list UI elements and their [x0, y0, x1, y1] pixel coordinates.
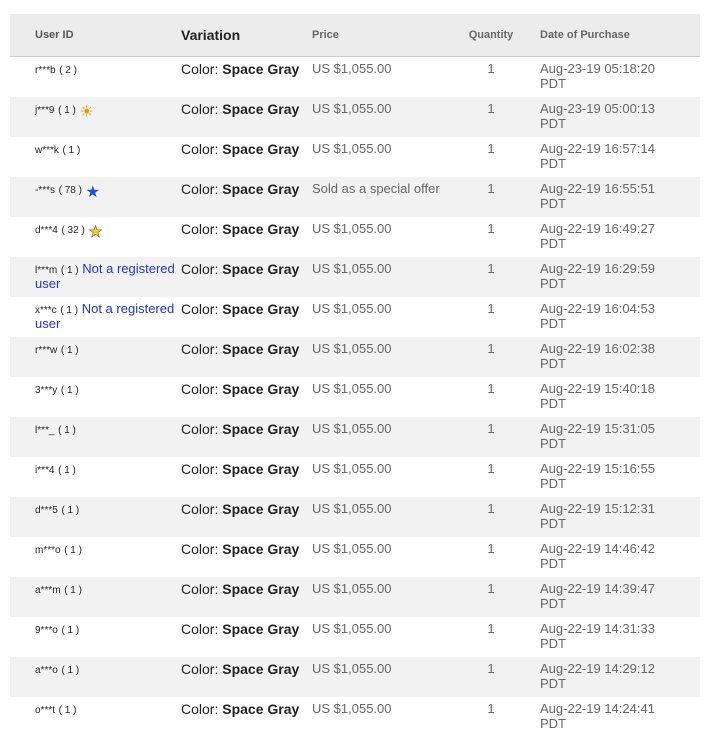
feedback-score[interactable]: ( 1 ): [60, 304, 79, 316]
price: US $1,055.00: [312, 700, 392, 716]
quantity: 1: [487, 620, 495, 636]
timezone: PDT: [540, 515, 566, 531]
purchase-date: Aug-22-19 14:31:33: [540, 620, 655, 636]
variation-label: Color:: [181, 540, 219, 557]
feedback-score[interactable]: ( 1 ): [60, 344, 79, 356]
not-registered-note: Not a registered user: [35, 260, 175, 291]
feedback-score[interactable]: ( 1 ): [60, 264, 79, 276]
timezone: PDT: [540, 315, 566, 331]
timezone: PDT: [540, 675, 566, 691]
table-row: [10, 57, 700, 97]
quantity: 1: [442, 657, 540, 697]
variation-label: Color:: [181, 380, 219, 397]
variation-label: Color:: [181, 340, 219, 357]
variation-value: Space Gray: [222, 660, 300, 677]
variation-value: Space Gray: [222, 460, 300, 477]
header-variation[interactable]: Variation: [181, 14, 312, 57]
timezone: PDT: [540, 275, 566, 291]
price: US $1,055.00: [312, 380, 392, 396]
timezone: PDT: [540, 475, 566, 491]
user-id[interactable]: j***9: [35, 104, 55, 116]
variation-value: Space Gray: [222, 540, 300, 557]
user-id[interactable]: 3***y: [35, 384, 58, 396]
variation-value: Space Gray: [222, 300, 300, 317]
variation-value: Space Gray: [222, 580, 300, 597]
feedback-score[interactable]: ( 1 ): [61, 664, 80, 676]
feedback-score[interactable]: ( 1 ): [58, 704, 77, 716]
user-id[interactable]: l***_: [35, 424, 55, 436]
table-row: [10, 297, 700, 337]
user-id[interactable]: a***o: [35, 664, 58, 676]
purchase-date: Aug-23-19 05:00:13: [540, 100, 655, 116]
variation-label: Color:: [181, 140, 219, 157]
price: US $1,055.00: [312, 337, 442, 377]
variation-value: Space Gray: [222, 500, 300, 517]
table-row: [10, 457, 700, 497]
price: US $1,055.00: [312, 577, 442, 617]
feedback-score[interactable]: ( 1 ): [58, 424, 76, 436]
quantity: 1: [442, 97, 540, 137]
user-id[interactable]: r***w: [35, 344, 58, 356]
quantity: 1: [442, 497, 540, 537]
price: US $1,055.00: [312, 300, 392, 316]
variation-label: Color:: [181, 620, 219, 637]
timezone: PDT: [540, 235, 566, 251]
purchase-date: Aug-23-19 05:18:20: [540, 61, 655, 76]
table-row: [10, 577, 700, 617]
variation-label: Color:: [181, 580, 219, 597]
user-id[interactable]: m***o: [35, 544, 61, 556]
timezone: PDT: [540, 195, 566, 211]
variation-value: Space Gray: [222, 220, 300, 237]
purchase-date: Aug-22-19 14:39:47: [540, 580, 655, 596]
purchase-history-table: [10, 14, 700, 737]
feedback-score[interactable]: ( 1 ): [64, 544, 82, 556]
user-id[interactable]: d***5: [35, 504, 58, 516]
yellow-star-icon: ★: [88, 223, 103, 241]
table-row: [10, 337, 700, 377]
purchase-date: Aug-22-19 16:57:14: [540, 140, 655, 156]
purchase-date: Aug-22-19 14:46:42: [540, 540, 655, 556]
variation-value: Space Gray: [222, 140, 300, 157]
price: US $1,055.00: [312, 257, 442, 297]
price: US $1,055.00: [312, 657, 442, 697]
user-id[interactable]: 9***o: [35, 624, 58, 636]
price: US $1,055.00: [312, 97, 442, 137]
quantity: 1: [442, 577, 540, 617]
header-quantity[interactable]: Quantity: [442, 14, 540, 57]
variation-label: Color:: [181, 260, 219, 277]
quantity: 1: [442, 257, 540, 297]
timezone: PDT: [540, 715, 566, 731]
timezone: PDT: [540, 595, 566, 611]
variation-value: Space Gray: [222, 380, 300, 397]
variation-label: Color:: [181, 180, 219, 197]
quantity: 1: [442, 417, 540, 457]
user-id[interactable]: o***t: [35, 704, 56, 716]
quantity: 1: [442, 337, 540, 377]
timezone: PDT: [540, 635, 566, 651]
user-id[interactable]: l***m: [35, 264, 58, 276]
timezone: PDT: [540, 76, 566, 91]
header-user-id[interactable]: User ID: [10, 14, 181, 57]
purchase-date: Aug-22-19 16:02:38: [540, 340, 655, 356]
purchase-date: Aug-22-19 16:49:27: [540, 220, 655, 236]
timezone: PDT: [540, 355, 566, 371]
variation-value: Space Gray: [222, 100, 300, 117]
price: US $1,055.00: [312, 417, 442, 457]
purchase-date: Aug-22-19 14:24:41: [540, 700, 655, 716]
quantity: 1: [487, 540, 495, 556]
table-row: [10, 697, 700, 737]
variation-value: Space Gray: [222, 340, 300, 357]
timezone: PDT: [540, 555, 566, 571]
table-row: [10, 617, 700, 657]
variation-label: Color:: [181, 700, 219, 717]
feedback-score[interactable]: ( 1 ): [64, 584, 82, 596]
user-id[interactable]: a***m: [35, 584, 61, 596]
user-id[interactable]: w***k: [35, 144, 59, 156]
quantity: 1: [487, 460, 495, 476]
table-row: [10, 257, 700, 297]
price: US $1,055.00: [312, 497, 442, 537]
feedback-score[interactable]: ( 1 ): [60, 384, 79, 396]
feedback-score[interactable]: ( 1 ): [58, 464, 76, 476]
new-user-icon: ☀: [79, 103, 94, 121]
variation-label: Color:: [181, 300, 219, 317]
quantity: 1: [487, 140, 495, 156]
table-row: [10, 497, 700, 537]
variation-label: Color:: [181, 500, 219, 517]
price: US $1,055.00: [312, 61, 392, 76]
blue-star-icon: ★: [85, 183, 100, 201]
user-id[interactable]: r***b: [35, 65, 56, 76]
feedback-score[interactable]: ( 1 ): [58, 104, 76, 116]
timezone: PDT: [540, 115, 566, 131]
variation-label: Color:: [181, 460, 219, 477]
variation-value: Space Gray: [222, 260, 300, 277]
table-row: [10, 537, 700, 577]
quantity: 1: [487, 61, 495, 76]
feedback-score[interactable]: ( 1 ): [62, 144, 81, 156]
table-row: [10, 657, 700, 697]
quantity: 1: [487, 700, 495, 716]
price: US $1,055.00: [312, 220, 392, 236]
variation-value: Space Gray: [222, 620, 300, 637]
quantity: 1: [442, 177, 540, 217]
not-registered-note: Not a registered user: [35, 300, 175, 331]
purchase-date: Aug-22-19 14:29:12: [540, 660, 655, 676]
variation-label: Color:: [181, 660, 219, 677]
feedback-score[interactable]: ( 2 ): [59, 65, 77, 76]
price: US $1,055.00: [312, 460, 392, 476]
table-row: [10, 377, 700, 417]
price: US $1,055.00: [312, 620, 392, 636]
variation-label: Color:: [181, 100, 219, 117]
purchase-date: Aug-22-19 16:29:59: [540, 260, 655, 276]
purchase-date: Aug-22-19 15:16:55: [540, 460, 655, 476]
table-header: [10, 14, 700, 57]
price: US $1,055.00: [312, 540, 392, 556]
feedback-score[interactable]: ( 32 ): [61, 224, 85, 236]
variation-label: Color:: [181, 420, 219, 437]
variation-label: Color:: [181, 220, 219, 237]
price: US $1,055.00: [312, 140, 392, 156]
header-price[interactable]: Price: [312, 14, 442, 57]
user-id[interactable]: i***4: [35, 464, 55, 476]
purchase-date: Aug-22-19 16:55:51: [540, 180, 655, 196]
user-id[interactable]: -***s: [35, 184, 56, 196]
feedback-score[interactable]: ( 78 ): [58, 184, 82, 196]
variation-value: Space Gray: [222, 700, 300, 717]
purchase-date: Aug-22-19 16:04:53: [540, 300, 655, 316]
table-row: [10, 217, 700, 257]
header-date[interactable]: Date of Purchase: [540, 14, 700, 57]
table-row: [10, 177, 700, 217]
timezone: PDT: [540, 435, 566, 451]
quantity: 1: [487, 380, 495, 396]
timezone: PDT: [540, 155, 566, 171]
purchase-date: Aug-22-19 15:12:31: [540, 500, 655, 516]
purchase-date: Aug-22-19 15:40:18: [540, 380, 655, 396]
variation-label: Color:: [181, 61, 219, 77]
variation-value: Space Gray: [222, 420, 300, 437]
feedback-score[interactable]: ( 1 ): [61, 624, 80, 636]
user-id[interactable]: d***4: [35, 224, 58, 236]
price: Sold as a special offer: [312, 177, 442, 217]
variation-value: Space Gray: [222, 61, 300, 77]
quantity: 1: [487, 300, 495, 316]
table-row: [10, 417, 700, 457]
user-id[interactable]: x***c: [35, 304, 57, 316]
timezone: PDT: [540, 395, 566, 411]
feedback-score[interactable]: ( 1 ): [61, 504, 80, 516]
purchase-date: Aug-22-19 15:31:05: [540, 420, 655, 436]
table-row: [10, 137, 700, 177]
variation-value: Space Gray: [222, 180, 300, 197]
quantity: 1: [487, 220, 495, 236]
table-row: [10, 97, 700, 137]
